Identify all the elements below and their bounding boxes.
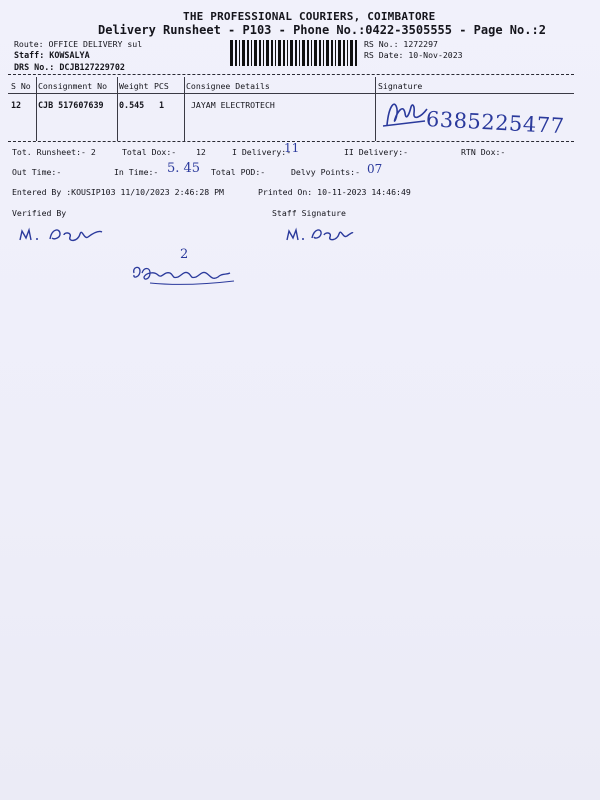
rs-date: RS Date: 10-Nov-2023 — [364, 50, 463, 60]
header-rule — [8, 93, 574, 94]
i-delivery-label: I Delivery:- — [232, 147, 292, 157]
handwritten-scribble-icon — [130, 263, 240, 289]
company-name: THE PROFESSIONAL COURIERS, COIMBATORE — [183, 10, 436, 23]
rs-number: RS No.: 1272297 — [364, 39, 438, 49]
header-weight: Weight — [119, 81, 149, 91]
staff-text: Staff: KOWSALYA — [14, 50, 90, 60]
header-consignment: Consignment No — [38, 81, 108, 91]
total-pod: Total POD:- — [211, 167, 266, 177]
cell-pcs: 1 — [159, 100, 165, 110]
col-divider — [375, 77, 376, 141]
signature-scribble-icon — [381, 95, 431, 135]
in-time-value: 5. 45 — [167, 161, 201, 176]
cell-weight: 0.545 — [119, 100, 145, 110]
verified-signature-icon — [16, 222, 111, 246]
col-divider — [117, 77, 118, 141]
rtn-dox: RTN Dox:- — [461, 147, 506, 157]
signature-phone: 6385225477 — [425, 107, 566, 139]
out-time: Out Time:- — [12, 167, 62, 177]
ii-delivery: II Delivery:- — [344, 147, 409, 157]
delvy-points-label: Delvy Points:- — [291, 167, 361, 177]
divider — [8, 74, 574, 75]
staff-signature-label: Staff Signature — [272, 208, 346, 218]
consignment-table — [8, 77, 574, 141]
cell-consignment: CJB 517607639 — [38, 100, 104, 110]
col-divider — [184, 77, 185, 141]
total-dox-value: 12 — [196, 147, 206, 157]
delvy-points-value: 07 — [367, 162, 383, 176]
handwritten-number: 2 — [180, 247, 189, 262]
in-time-label: In Time:- — [114, 167, 159, 177]
barcode-icon — [230, 40, 358, 66]
printed-on: Printed On: 10-11-2023 14:46:49 — [258, 187, 411, 197]
col-divider — [36, 77, 37, 141]
cell-sno: 12 — [11, 100, 22, 110]
header-sno: S No — [11, 81, 31, 91]
cell-consignee: JAYAM ELECTROTECH — [191, 100, 275, 110]
entered-by: Entered By :KOUSIP103 11/10/2023 2:46:28 PM — [12, 187, 224, 197]
staff-signature-icon — [284, 224, 354, 244]
drs-number: DRS No.: DCJB127229702 — [14, 62, 125, 72]
runsheet-title: Delivery Runsheet - P103 - Phone No.:0422-3505555 - Page No.:2 — [98, 23, 546, 37]
header-pcs: PCS — [154, 81, 169, 91]
total-dox-label: Total Dox:- — [122, 147, 177, 157]
route-text: Route: OFFICE DELIVERY sul — [14, 39, 143, 49]
verified-by-label: Verified By — [12, 208, 67, 218]
tot-runsheet: Tot. Runsheet:- 2 — [12, 147, 96, 157]
i-delivery-value: 11 — [284, 141, 300, 155]
header-signature: Signature — [378, 81, 423, 91]
header-consignee: Consignee Details — [186, 81, 270, 91]
